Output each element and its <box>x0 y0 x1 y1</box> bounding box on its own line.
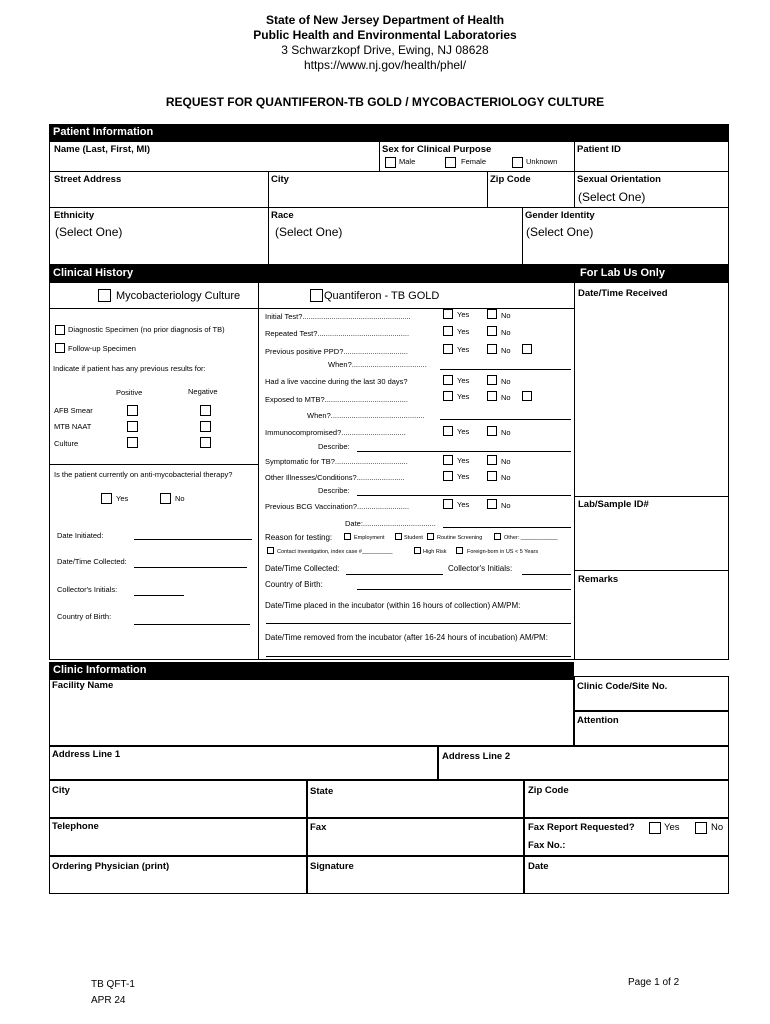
zip-label: Zip Code <box>490 174 531 185</box>
initial-test-label: Initial Test?.................................................... <box>265 312 411 321</box>
sex-female-checkbox[interactable] <box>445 157 456 168</box>
city-box <box>49 780 307 818</box>
negative-header: Negative <box>188 387 218 396</box>
patient-id-label: Patient ID <box>577 144 621 155</box>
initial-no-label: No <box>501 311 511 320</box>
footer-form-id: TB QFT-1 <box>91 979 135 990</box>
header-url: https://www.nj.gov/health/phel/ <box>303 58 467 72</box>
mtb-naat-positive-checkbox[interactable] <box>127 421 138 432</box>
exposed-yes-label: Yes <box>457 392 470 401</box>
fax-box <box>307 818 524 856</box>
repeated-no-label: No <box>501 328 511 337</box>
vaccine-yes-label: Yes <box>457 376 470 385</box>
reason-contact-label: Contact investigation, index case #__________ <box>277 549 393 555</box>
date-box <box>524 856 729 894</box>
symptomatic-no-checkbox[interactable] <box>487 455 497 465</box>
sex-male-checkbox[interactable] <box>385 157 396 168</box>
other-illness-label: Other Illnesses/Conditions?....................... <box>265 473 405 482</box>
patient-section-header: Patient Information <box>49 124 729 141</box>
clinic-city-label: City <box>52 785 70 796</box>
culture-positive-checkbox[interactable] <box>127 437 138 448</box>
illness-no-checkbox[interactable] <box>487 471 497 481</box>
date-initiated-field[interactable] <box>134 539 252 540</box>
immuno-yes-label: Yes <box>457 427 470 436</box>
exposed-when-label: When?............................................. <box>307 411 425 420</box>
immuno-describe-label: Describe: <box>318 442 350 451</box>
vaccine-yes-checkbox[interactable] <box>443 375 453 385</box>
header-address: 3 Schwarzkopf Drive, Ewing, NJ 08628 <box>281 43 489 57</box>
therapy-no-checkbox[interactable] <box>160 493 171 504</box>
clinical-section-header <box>49 265 729 282</box>
q-country-field[interactable] <box>357 589 571 590</box>
bcg-yes-label: Yes <box>457 500 470 509</box>
culture-negative-checkbox[interactable] <box>200 437 211 448</box>
vaccine-no-checkbox[interactable] <box>487 375 497 385</box>
initial-yes-label: Yes <box>457 310 470 319</box>
signature-label: Signature <box>310 861 354 872</box>
site-no-label: Clinic Code/Site No. <box>577 681 668 692</box>
bcg-no-label: No <box>501 501 511 510</box>
incubator-in-label: Date/Time placed in the incubator (within 16 hours of collection) AM/PM: <box>265 601 521 610</box>
bcg-no-checkbox[interactable] <box>487 499 497 509</box>
clinical-history-title: Clinical History <box>53 267 134 279</box>
q-collected-field[interactable] <box>346 574 443 575</box>
initial-yes-checkbox[interactable] <box>443 309 453 319</box>
reason-student-checkbox[interactable] <box>395 533 402 540</box>
left-country-field[interactable] <box>134 624 250 625</box>
form-title: REQUEST FOR QUANTIFERON-TB GOLD / MYCOBACTERIOLOGY CULTURE <box>165 95 605 109</box>
afb-negative-checkbox[interactable] <box>200 405 211 416</box>
repeated-no-checkbox[interactable] <box>487 326 497 336</box>
reason-employment-checkbox[interactable] <box>344 533 351 540</box>
q-collector-field[interactable] <box>522 574 571 575</box>
physician-label: Ordering Physician (print) <box>52 861 170 872</box>
quantiferon-checkbox[interactable] <box>310 289 323 302</box>
reason-label: Reason for testing: <box>265 533 333 542</box>
fax-no-checkbox[interactable] <box>695 822 707 834</box>
sex-label: Sex for Clinical Purpose <box>382 144 492 155</box>
exposed-no-label: No <box>501 393 511 402</box>
myco-culture-checkbox[interactable] <box>98 289 111 302</box>
reason-foreign-label: Foreign-born in US < 5 Years <box>467 549 539 555</box>
ethnicity-select[interactable]: (Select One) <box>55 225 123 239</box>
diagnostic-label: Diagnostic Specimen (no prior diagnosis of TB) <box>68 325 225 334</box>
ppd-no-checkbox[interactable] <box>487 344 497 354</box>
illness-yes-label: Yes <box>457 472 470 481</box>
symptomatic-yes-label: Yes <box>457 456 470 465</box>
name-label: Name (Last, First, MI) <box>54 144 151 155</box>
exposed-unknown-checkbox[interactable] <box>522 391 532 401</box>
ppd-unknown-checkbox[interactable] <box>522 344 532 354</box>
city-label: City <box>271 174 289 185</box>
bcg-date-label: Date:................................... <box>345 519 436 528</box>
live-vaccine-label: Had a live vaccine during the last 30 days? <box>265 377 408 386</box>
immuno-yes-checkbox[interactable] <box>443 426 453 436</box>
exposed-yes-checkbox[interactable] <box>443 391 453 401</box>
q-collector-label: Collector's Initials: <box>448 564 513 573</box>
ppd-yes-label: Yes <box>457 345 470 354</box>
footer-date: APR 24 <box>91 995 126 1006</box>
exposed-no-checkbox[interactable] <box>487 391 497 401</box>
initial-no-checkbox[interactable] <box>487 309 497 319</box>
reason-employment-label: Employment <box>354 535 385 541</box>
illness-yes-checkbox[interactable] <box>443 471 453 481</box>
immuno-no-label: No <box>501 428 511 437</box>
sex-male-label: Male <box>399 157 416 166</box>
indicate-label: Indicate if patient has any previous results for: <box>53 364 206 373</box>
gender-select[interactable]: (Select One) <box>526 225 594 239</box>
reason-highrisk-checkbox[interactable] <box>414 547 421 554</box>
mtb-naat-label: MTB NAAT <box>54 422 92 431</box>
addr2-label: Address Line 2 <box>442 751 511 762</box>
sex-unknown-checkbox[interactable] <box>512 157 523 168</box>
header-agency: State of New Jersey Department of Health <box>265 13 505 27</box>
bcg-date-field[interactable] <box>443 527 571 528</box>
lab-sample-label: Lab/Sample ID# <box>578 499 649 510</box>
gender-label: Gender Identity <box>525 210 595 221</box>
incubator-out-field[interactable] <box>266 656 571 657</box>
followup-checkbox[interactable] <box>55 343 65 353</box>
clinic-zip-label: Zip Code <box>528 785 569 796</box>
left-collected-label: Date/Time Collected: <box>57 557 127 566</box>
afb-positive-checkbox[interactable] <box>127 405 138 416</box>
illness-describe-label: Describe: <box>318 486 350 495</box>
addr1-label: Address Line 1 <box>52 749 121 760</box>
fax-yes-checkbox[interactable] <box>649 822 661 834</box>
bcg-label: Previous BCG Vaccination?......................... <box>265 502 410 511</box>
left-collector-field[interactable] <box>134 595 184 596</box>
facility-box <box>49 679 574 746</box>
reason-routine-checkbox[interactable] <box>427 533 434 540</box>
reason-other-checkbox[interactable] <box>494 533 501 540</box>
fax-label: Fax <box>310 822 327 833</box>
illness-no-label: No <box>501 473 511 482</box>
followup-label: Follow-up Specimen <box>68 344 136 353</box>
afb-label: AFB Smear <box>54 406 93 415</box>
orientation-select[interactable]: (Select One) <box>578 190 646 204</box>
clinic-section-header: Clinic Information <box>49 662 574 679</box>
reason-student-label: Student <box>404 535 423 541</box>
fax-request-label: Fax Report Requested? <box>528 822 635 833</box>
ppd-when-label: When?.................................... <box>328 360 427 369</box>
immuno-no-checkbox[interactable] <box>487 426 497 436</box>
clinic-date-label: Date <box>528 861 549 872</box>
ppd-when-field[interactable] <box>440 369 571 370</box>
exposed-label: Exposed to MTB?........................................ <box>265 395 408 404</box>
incubator-in-field[interactable] <box>266 623 571 624</box>
race-select[interactable]: (Select One) <box>275 225 343 239</box>
date-initiated-label: Date Initiated: <box>57 531 104 540</box>
date-received-label: Date/Time Received <box>578 288 668 299</box>
myco-culture-label: Mycobacteriology Culture <box>116 290 241 302</box>
immuno-label: Immunocompromised?............................... <box>265 428 406 437</box>
reason-foreign-checkbox[interactable] <box>456 547 463 554</box>
culture-label: Culture <box>54 439 79 448</box>
left-collected-field[interactable] <box>134 567 247 568</box>
reason-routine-label: Routine Screening <box>437 535 483 541</box>
repeated-yes-checkbox[interactable] <box>443 326 453 336</box>
vaccine-no-label: No <box>501 377 511 386</box>
reason-contact-checkbox[interactable] <box>267 547 274 554</box>
attention-label: Attention <box>577 715 619 726</box>
therapy-yes-checkbox[interactable] <box>101 493 112 504</box>
ppd-no-label: No <box>501 346 511 355</box>
sex-unknown-label: Unknown <box>526 157 558 166</box>
left-collector-label: Collector's Initials: <box>57 585 118 594</box>
symptomatic-yes-checkbox[interactable] <box>443 455 453 465</box>
therapy-question: Is the patient currently on anti-mycobacterial therapy? <box>54 470 233 479</box>
symptomatic-label: Symptomatic for TB?................................... <box>265 457 408 466</box>
state-box <box>307 780 524 818</box>
exposed-when-field[interactable] <box>440 419 571 420</box>
orientation-label: Sexual Orientation <box>577 174 661 185</box>
symptomatic-no-label: No <box>501 457 511 466</box>
remarks-label: Remarks <box>578 574 619 585</box>
header-lab: Public Health and Environmental Laboratories <box>253 28 517 42</box>
prev-ppd-label: Previous positive PPD?............................... <box>265 347 408 356</box>
reason-highrisk-label: High Risk <box>423 549 447 555</box>
ethnicity-label: Ethnicity <box>54 210 95 221</box>
diagnostic-checkbox[interactable] <box>55 325 65 335</box>
sex-female-label: Female <box>461 157 487 166</box>
mtb-naat-negative-checkbox[interactable] <box>200 421 211 432</box>
fax-no-label: Fax No.: <box>528 840 566 851</box>
illness-describe-field[interactable] <box>357 495 571 496</box>
footer-page: Page 1 of 2 <box>628 977 680 988</box>
q-country-label: Country of Birth: <box>265 580 323 589</box>
fax-no-label: No <box>711 822 724 833</box>
telephone-label: Telephone <box>52 821 99 832</box>
bcg-yes-checkbox[interactable] <box>443 499 453 509</box>
clinic-state-label: State <box>310 786 334 797</box>
repeated-test-label: Repeated Test?............................................ <box>265 329 410 338</box>
incubator-out-label: Date/Time removed from the incubator (after 16-24 hours of incubation) AM/PM: <box>265 633 548 642</box>
fax-yes-label: Yes <box>664 822 680 833</box>
positive-header: Positive <box>116 388 143 397</box>
therapy-no-label: No <box>175 494 185 503</box>
street-label: Street Address <box>54 174 122 185</box>
immuno-describe-field[interactable] <box>357 451 571 452</box>
therapy-yes-label: Yes <box>116 494 129 503</box>
reason-other-label: Other: ____________ <box>504 535 558 541</box>
q-collected-label: Date/Time Collected: <box>265 564 340 573</box>
ppd-yes-checkbox[interactable] <box>443 344 453 354</box>
facility-label: Facility Name <box>52 680 114 691</box>
left-country-label: Country of Birth: <box>57 612 112 621</box>
repeated-yes-label: Yes <box>457 327 470 336</box>
quantiferon-label: Quantiferon - TB GOLD <box>324 290 440 302</box>
race-label: Race <box>271 210 294 221</box>
lab-use-title: For Lab Us Only <box>580 267 665 279</box>
